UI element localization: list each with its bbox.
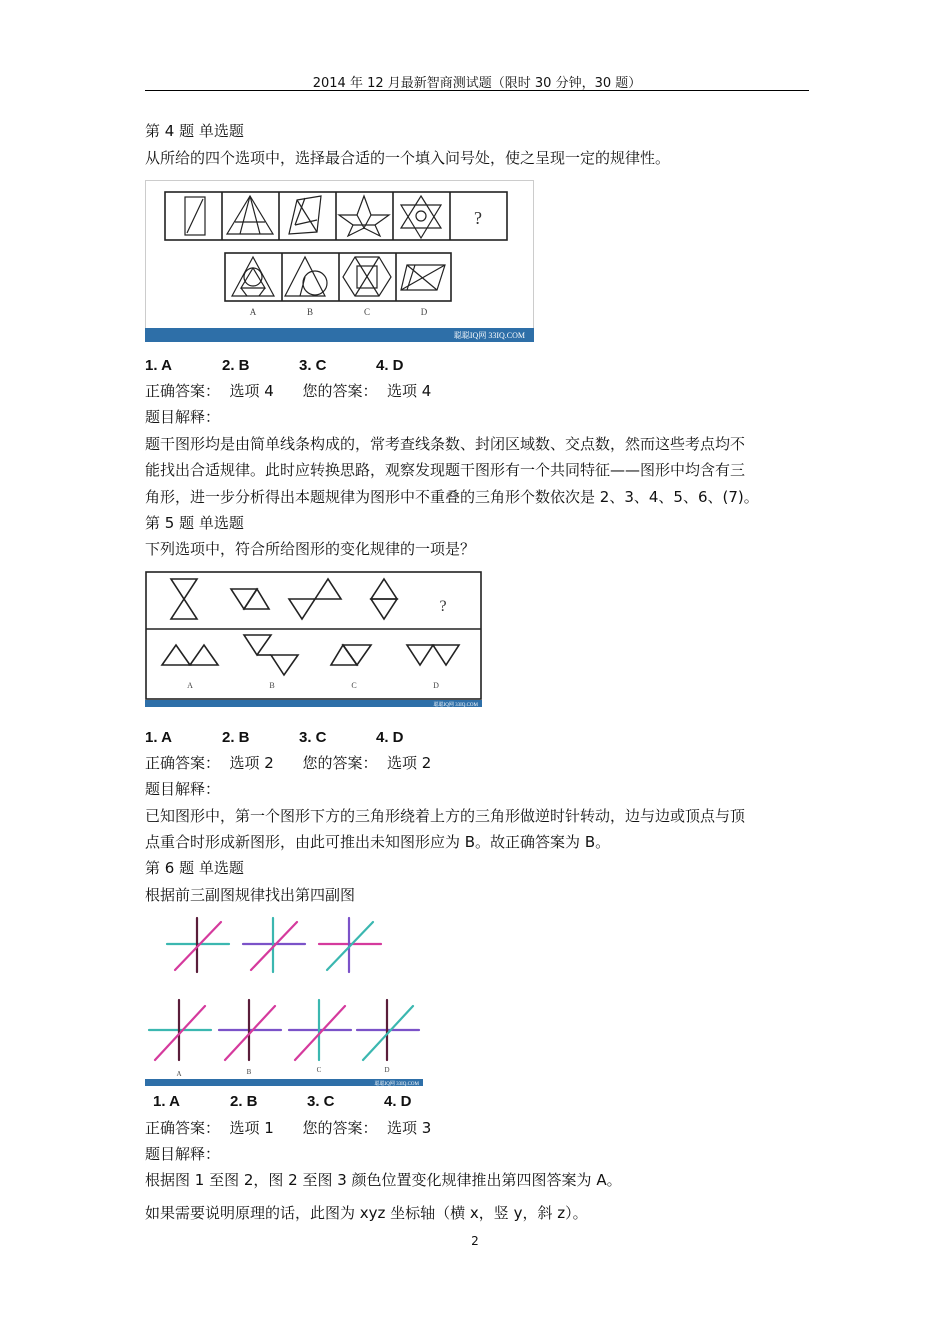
- q4-label-d: D: [420, 307, 428, 317]
- q6-options: [153, 1093, 461, 1110]
- q6-figure: [145, 910, 423, 1086]
- q5-option-2[interactable]: 2. B: [222, 729, 250, 746]
- q4-option-2[interactable]: 2. B: [222, 357, 250, 374]
- q6-prompt: 根据前三副图规律找出第四副图: [145, 886, 356, 904]
- q5-label-c: C: [351, 681, 357, 690]
- q5-figure: [145, 571, 482, 707]
- q6-option-3[interactable]: 3. C: [307, 1093, 335, 1110]
- q6-explain-label: 题目解释：: [145, 1145, 221, 1163]
- q5-prompt: 下列选项中，符合所给图形的变化规律的一项是？: [145, 540, 476, 558]
- q5-label-b: B: [269, 681, 275, 690]
- q6-option-4[interactable]: 4. D: [384, 1093, 412, 1110]
- q5-label-a: A: [187, 681, 193, 690]
- q4-watermark: 聪聪IQ网 33IQ.COM: [453, 331, 525, 340]
- q6-label-b: B: [246, 1068, 252, 1076]
- header-divider: [145, 90, 809, 91]
- q5-option-4[interactable]: 4. D: [376, 729, 404, 746]
- q4-explain-label: 题目解释：: [145, 408, 221, 426]
- q6-heading: 第 6 题 单选题: [145, 859, 244, 877]
- q5-option-3[interactable]: 3. C: [299, 729, 327, 746]
- q4-label-c: C: [363, 307, 371, 317]
- page-header: 2014 年 12 月最新智商测试题（限时 30 分钟，30 题）: [312, 76, 642, 91]
- q5-heading: 第 5 题 单选题: [145, 514, 244, 532]
- q4-explain-line-1: 题干图形均是由简单线条构成的，常考查线条数、封闭区域数、交点数，然而这些考点均不: [145, 435, 746, 453]
- q4-explain-line-3: 角形，进一步分析得出本题规律为图形中不重叠的三角形个数依次是 2、3、4、5、6、(7)。: [145, 488, 759, 506]
- q5-watermark: 聪聪IQ网 33IQ.COM: [433, 703, 478, 707]
- q5-explain-label: 题目解释：: [145, 780, 221, 798]
- q5-explain-line-1: 已知图形中，第一个图形下方的三角形绕着上方的三角形做逆时针转动，边与边或顶点与顶: [145, 807, 746, 825]
- q6-watermark: 聪聪IQ网 33IQ.COM: [374, 1082, 419, 1086]
- q4-explain-line-2: 能找出合适规律。此时应转换思路，观察发现题干图形有一个共同特征——图形中均含有三: [145, 461, 746, 479]
- q4-option-4[interactable]: 4. D: [376, 357, 404, 374]
- q5-question-mark: ?: [439, 598, 447, 615]
- q4-option-3[interactable]: 3. C: [299, 357, 327, 374]
- q4-options: [145, 357, 453, 374]
- q4-option-1[interactable]: 1. A: [145, 357, 172, 374]
- q5-label-d: D: [433, 681, 439, 690]
- q5-options: [145, 729, 453, 746]
- q4-question-mark: ?: [474, 208, 482, 228]
- q4-label-a: A: [249, 307, 257, 317]
- q6-label-d: D: [384, 1066, 390, 1074]
- q6-label-c: C: [316, 1066, 322, 1074]
- q6-explain-line-2: 如果需要说明原理的话，此图为 xyz 坐标轴（横 x，竖 y，斜 z）。: [145, 1204, 588, 1222]
- q6-option-2[interactable]: 2. B: [230, 1093, 258, 1110]
- q5-option-1[interactable]: 1. A: [145, 729, 172, 746]
- q5-explain-line-2: 点重合时形成新图形，由此可推出未知图形应为 B。故正确答案为 B。: [145, 833, 611, 851]
- q4-figure: [145, 180, 534, 342]
- q4-label-b: B: [306, 307, 314, 317]
- q5-answer-line: 正确答案： 选项 2 您的答案： 选项 2: [145, 754, 432, 772]
- q6-explain-line-1: 根据图 1 至图 2，图 2 至图 3 颜色位置变化规律推出第四图答案为 A。: [145, 1171, 622, 1189]
- q6-answer-line: 正确答案： 选项 1 您的答案： 选项 3: [145, 1119, 432, 1137]
- q4-prompt: 从所给的四个选项中，选择最合适的一个填入问号处，使之呈现一定的规律性。: [145, 149, 671, 167]
- q5-watermark-bar: [145, 700, 482, 707]
- page-number: 2: [471, 1234, 479, 1248]
- q4-answer-line: 正确答案： 选项 4 您的答案： 选项 4: [145, 382, 432, 400]
- q6-label-a: A: [176, 1070, 182, 1078]
- q4-heading: 第 4 题 单选题: [145, 122, 244, 140]
- q6-option-1[interactable]: 1. A: [153, 1093, 180, 1110]
